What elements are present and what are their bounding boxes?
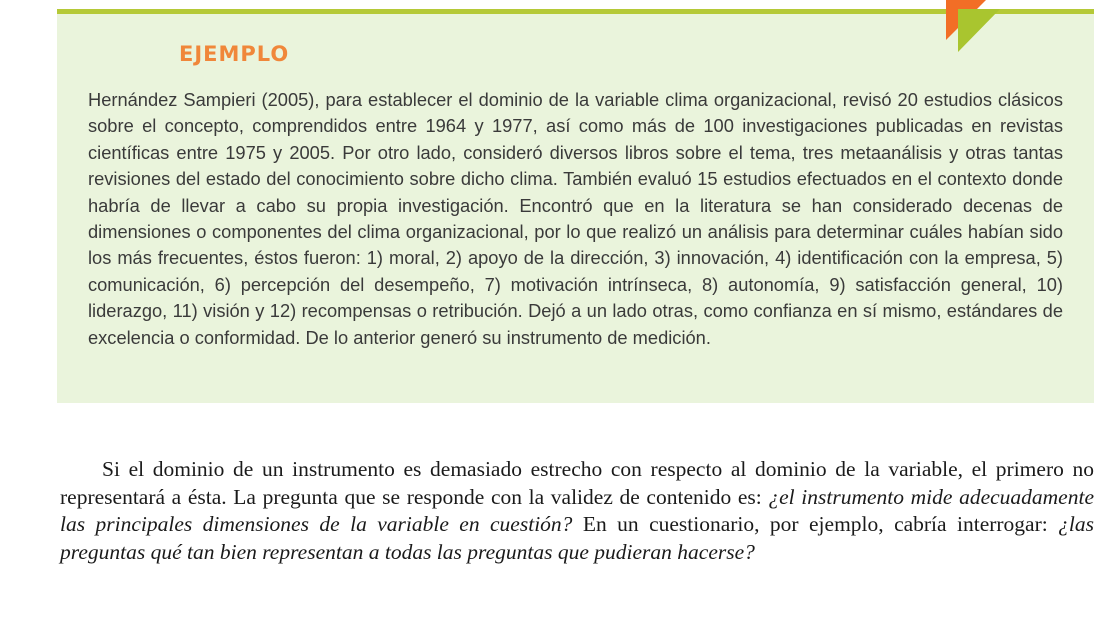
body-question-2: ¿las preguntas qué tan bien representan a todas las preguntas que pudieran hacerse? <box>60 512 1094 564</box>
example-title: EJEMPLO <box>179 42 290 66</box>
example-text: Hernández Sampieri (2005), para establecer el dominio de la variable clima organizacional, revisó 20 estudios clásicos sobre el concepto, comprendidos entre 1964 y 1977, así como más de 100 investigaciones publicadas en revistas científicas entre 1975 y 2005. Por otro lado, consideró diversos libros sobre el tema, tres metaanálisis y otras tantas revisiones del estado del conocimiento sobre dicho clima. También evaluó 15 estudios efectuados en el contexto donde habría de llevar a cabo su propia investigación. Encontró que en la literatura se han considerado decenas de dimensiones o componentes del clima organizacional, por lo que realizó un análisis para determinar cuáles habían sido los más frecuentes, éstos fueron: 1) moral, 2) apoyo de la dirección, 3) innovación, 4) identificación con la empresa, 5) comunicación, 6) percepción del desempeño, 7) motivación intrínseca, 8) autonomía, 9) satisfacción general, 10) liderazgo, 11) visión y 12) recompensas o retribución. Dejó a un lado otras, como confianza en sí mismo, estándares de excelencia o conformidad. De lo anterior generó su instrumento de medición. <box>88 89 1063 348</box>
body-text-part2: En un cuestionario, por ejemplo, cabría interrogar: <box>572 512 1059 536</box>
body-text-part1: Si el dominio de un instrumento es demasiado estrecho con respecto al dominio de la variable, el primero no representará a ésta. La pregunta que se responde con la validez de contenido es: <box>60 457 1094 509</box>
body-question-1: ¿el instrumento mide adecuadamente las principales dimensiones de la variable en cuestión? <box>60 484 1094 536</box>
example-box <box>57 9 1094 403</box>
corner-green-triangle <box>958 9 1000 52</box>
corner-decoration <box>944 0 1004 56</box>
body-paragraph <box>60 456 1094 566</box>
